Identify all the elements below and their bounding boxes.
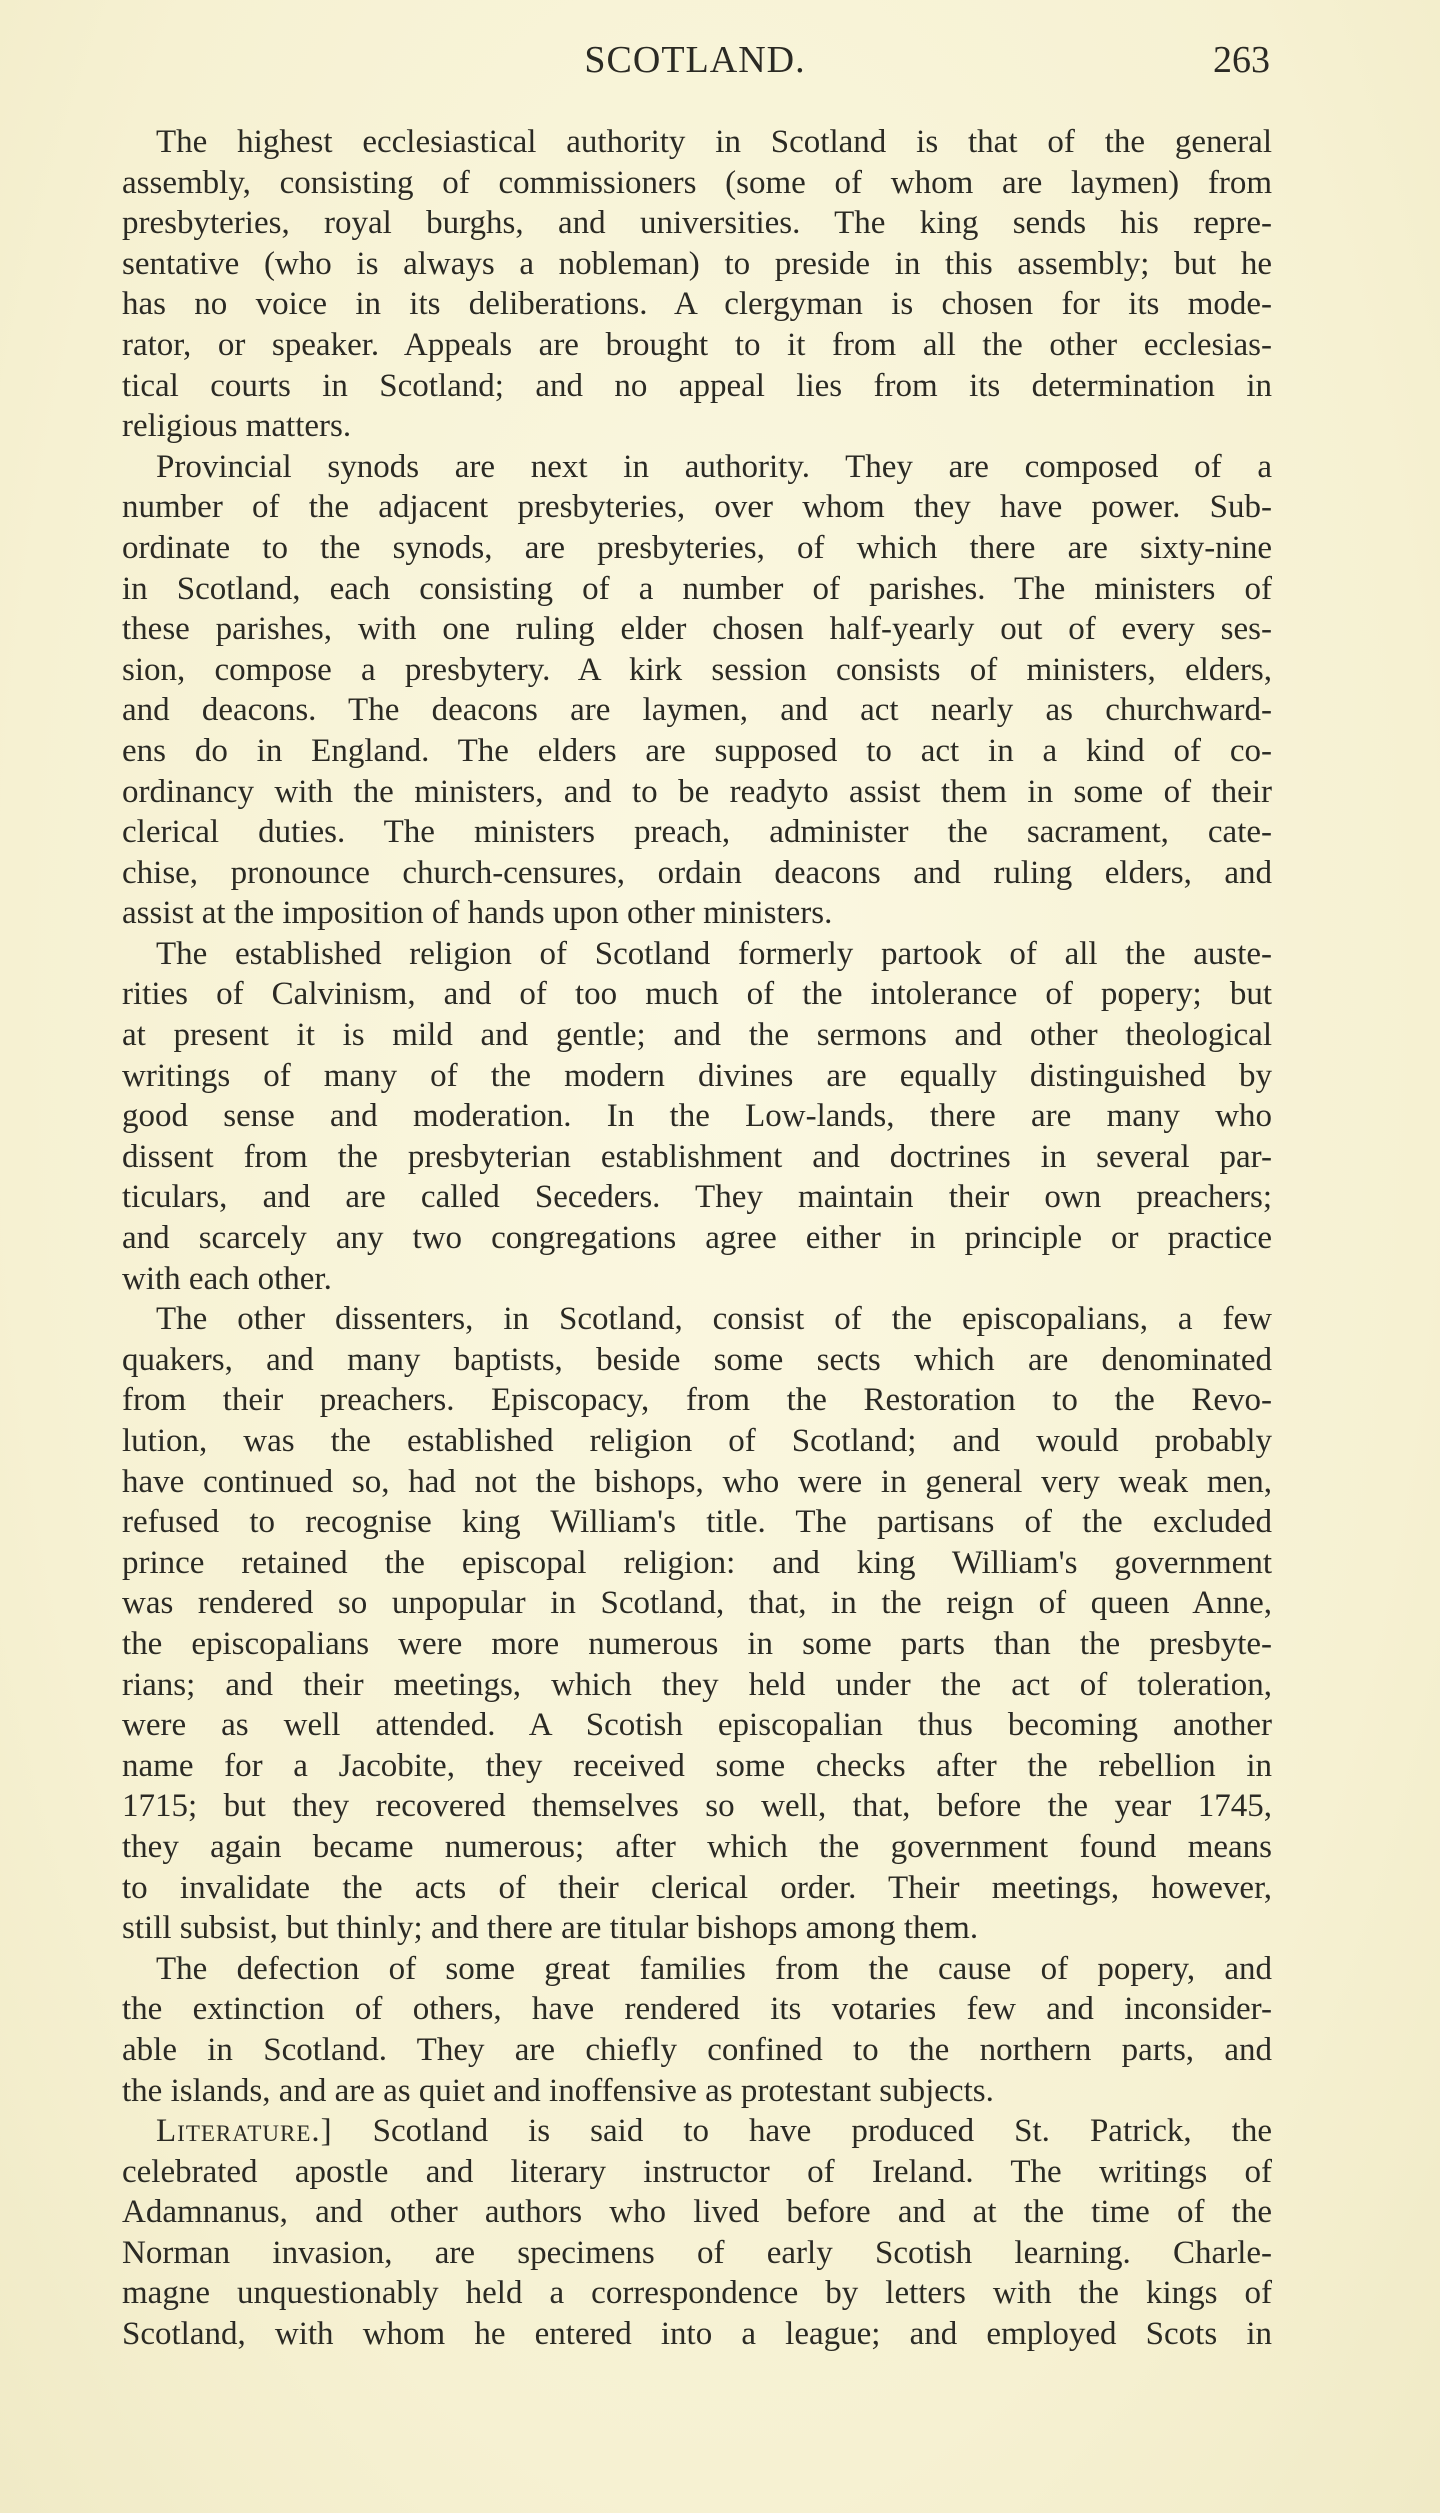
page-number: 263 xyxy=(1213,39,1270,81)
text-line: good sense and moderation. In the Low-lands, there are many who xyxy=(122,1098,1272,1135)
text-line: rator, or speaker. Appeals are brought to it from all the other ecclesias- xyxy=(122,326,1272,363)
paragraph xyxy=(122,447,1272,934)
text-line: writings of many of the modern divines are equally distinguished by xyxy=(122,1057,1272,1094)
text-line: they again became numerous; after which the government found means xyxy=(122,1828,1272,1865)
line-text: Scotland is said to have produced St. Patrick, the xyxy=(372,2113,1273,2150)
paragraph xyxy=(122,2111,1272,2355)
paragraph xyxy=(122,1949,1272,2111)
text-line: was rendered so unpopular in Scotland, that, in the reign of queen Anne, xyxy=(122,1585,1272,1622)
text-line: were as well attended. A Scotish episcopalian thus becoming another xyxy=(122,1707,1272,1744)
text-line: assist at the imposition of hands upon other ministers. xyxy=(122,895,833,932)
text-line: ordinate to the synods, are presbyteries, of which there are sixty-nine xyxy=(122,529,1272,566)
text-line: presbyteries, royal burghs, and universities. The king sends his repre- xyxy=(122,205,1272,242)
text-line: quakers, and many baptists, beside some sects which are denominated xyxy=(122,1341,1272,1378)
body-text xyxy=(122,122,1272,2355)
text-line: to invalidate the acts of their clerical order. Their meetings, however, xyxy=(122,1869,1272,1906)
text-line: dissent from the presbyterian establishment and doctrines in several par- xyxy=(122,1138,1272,1175)
text-line: at present it is mild and gentle; and the sermons and other theological xyxy=(122,1017,1272,1054)
text-line: assembly, consisting of commissioners (some of whom are laymen) from xyxy=(122,164,1272,201)
text-line: clerical duties. The ministers preach, administer the sacrament, cate- xyxy=(122,814,1272,851)
text-line: tical courts in Scotland; and no appeal lies from its determination in xyxy=(122,367,1272,404)
text-line: and scarcely any two congregations agree either in principle or practice xyxy=(122,1220,1272,1257)
text-line: has no voice in its deliberations. A clergyman is chosen for its mode- xyxy=(122,286,1272,323)
paragraph xyxy=(122,934,1272,1299)
text-line: these parishes, with one ruling elder chosen half-yearly out of every ses- xyxy=(122,611,1272,648)
text-line: The other dissenters, in Scotland, consist of the episcopalians, a few xyxy=(156,1301,1272,1338)
text-line: from their preachers. Episcopacy, from the Restoration to the Revo- xyxy=(122,1382,1272,1419)
text-line: religious matters. xyxy=(122,408,352,445)
paragraph xyxy=(122,1299,1272,1949)
text-line: the episcopalians were more numerous in some parts than the presbyte- xyxy=(122,1625,1272,1662)
text-line: Adamnanus, and other authors who lived before and at the time of the xyxy=(122,2194,1272,2231)
text-line: and deacons. The deacons are laymen, and act nearly as churchward- xyxy=(122,692,1272,729)
text-line: number of the adjacent presbyteries, over whom they have power. Sub- xyxy=(122,489,1272,526)
text-line: with each other. xyxy=(122,1260,332,1297)
text-line: have continued so, had not the bishops, who were in general very weak men, xyxy=(122,1463,1272,1500)
text-line: in Scotland, each consisting of a number of parishes. The ministers of xyxy=(122,570,1272,607)
running-head xyxy=(120,38,1270,88)
text-line: the islands, and are as quiet and inoffensive as protestant subjects. xyxy=(122,2072,994,2109)
page-title: SCOTLAND. xyxy=(584,39,806,81)
text-line: magne unquestionably held a correspondence by letters with the kings of xyxy=(122,2275,1272,2312)
text-line: prince retained the episcopal religion: and king William's government xyxy=(122,1544,1272,1581)
text-line: lution, was the established religion of Scotland; and would probably xyxy=(122,1423,1272,1459)
text-line: sentative (who is always a nobleman) to preside in this assembly; but he xyxy=(122,245,1272,282)
text-line: ticulars, and are called Seceders. They maintain their own preachers; xyxy=(122,1179,1272,1216)
text-line: name for a Jacobite, they received some checks after the rebellion in xyxy=(122,1747,1272,1784)
text-line: The defection of some great families from the cause of popery, and xyxy=(156,1950,1272,1987)
text-line: sion, compose a presbytery. A kirk session consists of ministers, elders, xyxy=(122,651,1272,688)
text-line: 1715; but they recovered themselves so well, that, before the year 1745, xyxy=(122,1788,1272,1825)
text-line: celebrated apostle and literary instructor of Ireland. The writings of xyxy=(122,2153,1272,2190)
text-line xyxy=(122,2111,1272,2152)
text-line: rians; and their meetings, which they held under the act of toleration, xyxy=(122,1666,1272,1703)
text-line: rities of Calvinism, and of too much of the intolerance of popery; but xyxy=(122,976,1272,1013)
text-line: refused to recognise king William's title. The partisans of the excluded xyxy=(122,1504,1272,1541)
text-line: The highest ecclesiastical authority in Scotland is that of the general xyxy=(156,124,1272,160)
text-line: ordinancy with the ministers, and to be readyto assist them in some of their xyxy=(122,773,1272,810)
text-line: Provincial synods are next in authority. They are composed of a xyxy=(156,448,1272,485)
text-line: the extinction of others, have rendered its votaries few and inconsider- xyxy=(122,1991,1272,2028)
text-line: Scotland, with whom he entered into a league; and employed Scots in xyxy=(122,2316,1272,2353)
text-line: ens do in England. The elders are supposed to act in a kind of co- xyxy=(122,732,1272,769)
text-line: Norman invasion, are specimens of early Scotish learning. Charle- xyxy=(122,2234,1272,2271)
paragraph xyxy=(122,122,1272,447)
text-line: chise, pronounce church-censures, ordain deacons and ruling elders, and xyxy=(122,854,1272,891)
text-line: able in Scotland. They are chiefly confined to the northern parts, and xyxy=(122,2031,1272,2068)
text-line: still subsist, but thinly; and there are titular bishops among them. xyxy=(122,1910,979,1947)
text-line: The established religion of Scotland formerly partook of all the auste- xyxy=(156,935,1272,972)
section-heading: Literature.] xyxy=(156,2113,333,2150)
